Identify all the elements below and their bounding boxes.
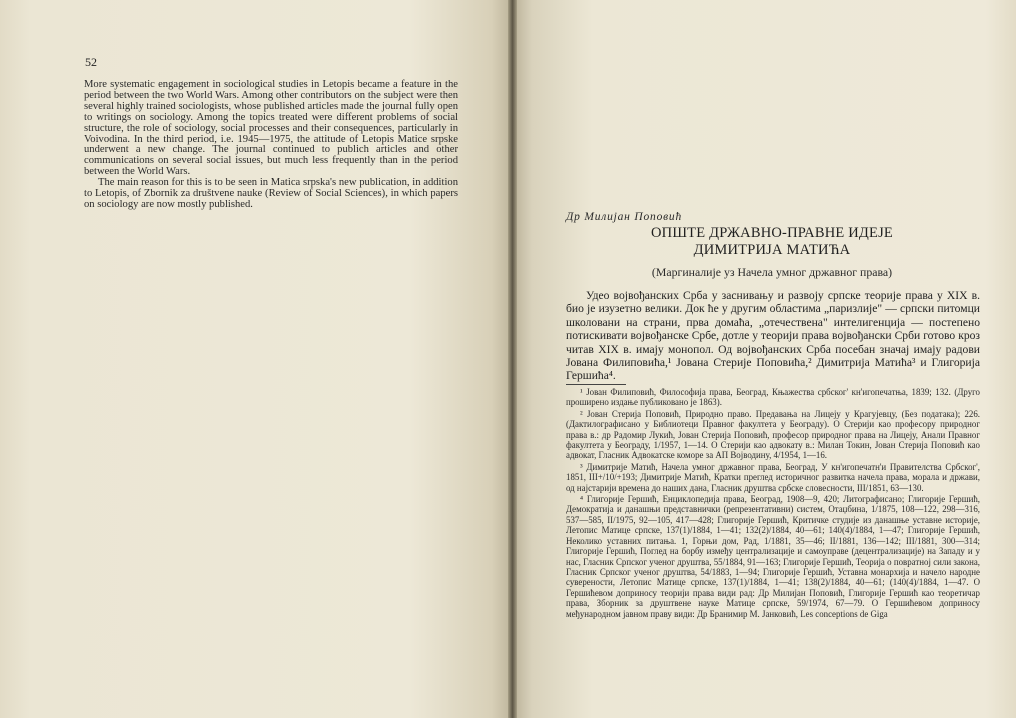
article-author: Др Милијан Поповић xyxy=(566,211,683,223)
footnote: ² Јован Стерија Поповић, Природно право. Предавања на Лицеју у Крагујевцу, (Без података); 226. (Дактилографисано у Библиотеци Правног факултета у Београду). О Стерији као професору природног права в.: др Радомир Лукић, Јован Стерија Поповић, професор природног права на Лицеју, Анали Правног факултета у Београду, 1/1957, 1—14. О Стерији као адвокату в.: Милан Токин, Јован Стерија Поповић као адвокат, Гласник Адвокатске коморе за АП Војводину, 4/1954, 1—16. xyxy=(566,408,980,461)
summary-paragraph: The main reason for this is to be seen in Matica srpska's new publication, in addition to Letopis, of Zbornik za društvene nauke (Review of Social Sciences), in which papers on sociology are now mostly published. xyxy=(84,177,458,210)
article-body xyxy=(566,289,980,383)
footnote: ⁴ Глигорије Гершић, Енциклопедија права, Београд, 1908—9, 420; Литографисано; Глигорије Гершић, Демократија и данашњи представнички (репрезентативни) систем, Отаџбина, 1/1875, 108—122, 298—316, 537—585, II/1975, 92—105, 417—428; Глигорије Гершић, Критичке студије из данашње уставне историје, Летопис Матице српске, 137(1)/1884, 1—41; 132(2)/1884, 40—61; 140(4)/1884, 1—47; Глигорије Гершић, Неколико уставних питања. 1, Горњи дом, Рад, 1/1881, 35—46; II/1881, 136—142; III/1881, 300—314; Глигорије Гершић, Поглед на борбу између централизације и самоуправе (децентрализације) на Западу и у нас, Гласник Српског ученог друштва, 55/1884, 91—163; Глигорије Гершић, Теорија о повратној сили закона, Гласник Српског ученог друштва, 54/1883, 1—94; Глигорије Гершић, Уставна монархија и начело народне суверености, Летопис Матице српске, 137(1)/1884, 1—41; 138(2)/1884, 40—61; (140(4)/1884, 1—47. О Гершићевом доприносу теорији права види рад: Др Милијан Поповић, Глигорије Гершић као теоретичар права, Зборник за друштвене науке Матице српске, 59/1974, 67—79. О Гершићевом доприносу међународном јавном праву види: Др Бранимир М. Јанковић, Les conceptions de Giga xyxy=(566,494,980,619)
page-number: 52 xyxy=(85,55,97,69)
footnote: ¹ Јован Филиповић, Философија права, Београд, Књажества србског' кн'игопечатња, 1839; 132. (Друго проширено издање публиковано је 1863). xyxy=(566,387,980,408)
article-title-line-1: ОПШТЕ ДРЖАВНО-ПРАВНЕ ИДЕЈЕ xyxy=(651,225,893,241)
article-title-line-2: ДИМИТРИЈА МАТИЋА xyxy=(693,242,851,258)
summary-text xyxy=(84,80,458,211)
summary-paragraph: More systematic engagement in sociological studies in Letopis became a feature in the period between the two World Wars. Among other contributors on the subject were then several highly trained sociologists, whose published articles made the journal fully open to writings on sociology. Among the topics treated were different problems of social structure, the role of sociology, social processes and their consequences, particularly in Voivodina. In the third period, i.e. 1945—1975, the attitude of Letopis Matice srpske underwent a new change. The journal continued to publich articles and other communications on several social issues, but much less frequently than in the period between the World Wars. xyxy=(84,79,458,178)
right-page xyxy=(512,0,1016,718)
footnote: ³ Димитрије Матић, Начела умног државног права, Београд, У кн'игопечатн'и Правителства Србског', 1851, III+/10/+193; Димитрије Матић, Кратки преглед историчног развитка начела права, морала и држави, од најстарији времена до наших дана, Гласник друштва србске словесности, III/1851, 63—130. xyxy=(566,461,980,493)
footnotes xyxy=(566,387,980,620)
body-paragraph: Удео војвођанских Срба у заснивању и развоју српске теорије права у XIX в. био је изузетно велики. Док ће у другим областима „паризлије" — српски питомци школовани на страни, прва домаћа, „отечествена" интелигенција — постепено потискивати војвођанске Србе, дотле у теорији права војвођански Срби готово кроз читав XIX в. имају монопол. Од војвођанских Срба посебан значај имају радови Јована Филиповића,¹ Јована Стерије Поповића,² Димитрија Матића³ и Глигорија Гершића⁴. xyxy=(566,289,980,383)
book-gutter xyxy=(508,0,517,718)
article-subtitle: (Маргиналије уз Начела умног државног права) xyxy=(651,265,893,279)
footnote-rule xyxy=(566,384,626,385)
